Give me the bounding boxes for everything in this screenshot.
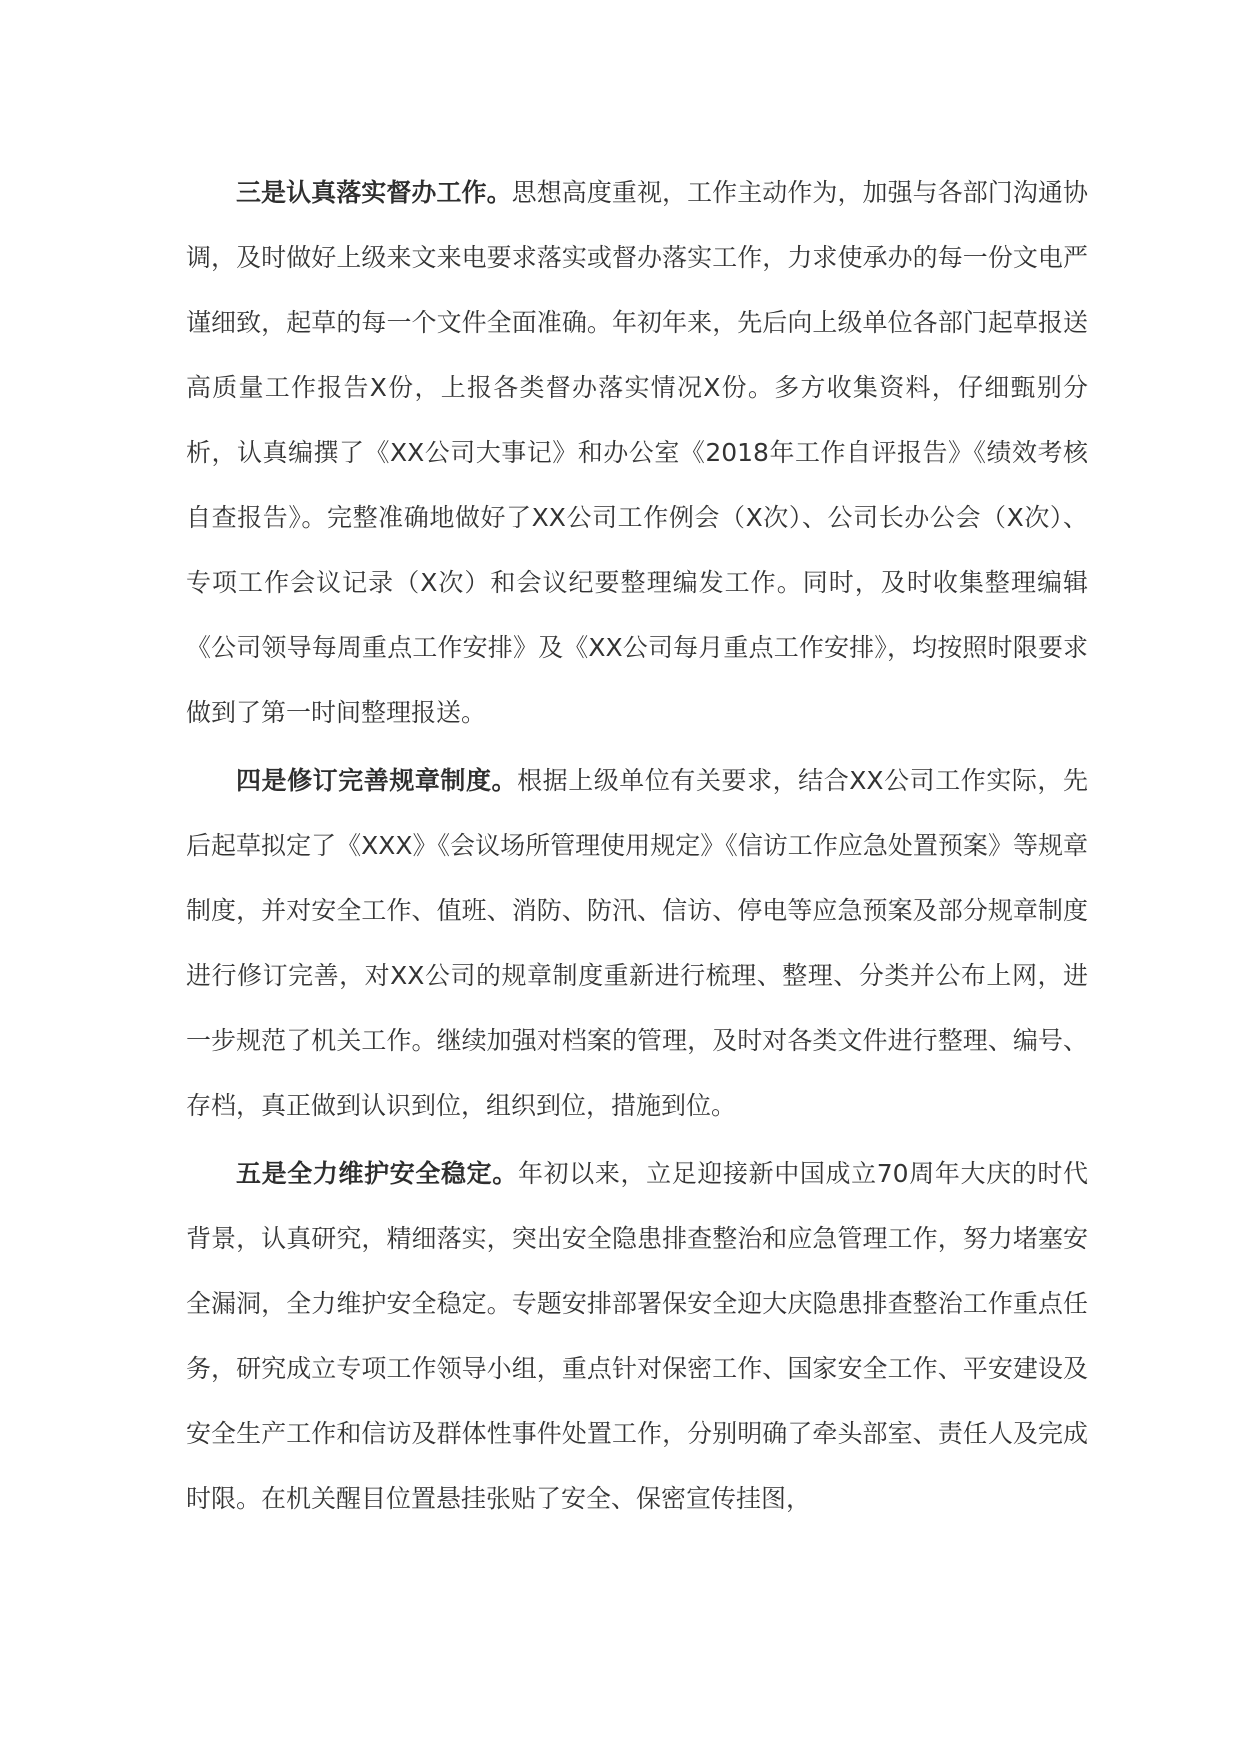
paragraph-heading: 三是认真落实督办工作。	[236, 178, 512, 207]
paragraph-supervision	[186, 160, 1088, 745]
paragraph-text: 年初以来，立足迎接新中国成立70周年大庆的时代背景，认真研究，精细落实，突出安全隐患排查整治和应急管理工作，努力堵塞安全漏洞，全力维护安全稳定。专题安排部署保安全迎大庆隐患排查整治工作重点任务，研究成立专项工作领导小组，重点针对保密工作、国家安全工作、平安建设及安全生产工作和信访及群体性事件处置工作，分别明确了牵头部室、责任人及完成时限。在机关醒目位置悬挂张贴了安全、保密宣传挂图，	[186, 1159, 1088, 1513]
paragraph-text: 根据上级单位有关要求，结合XX公司工作实际，先后起草拟定了《XXX》《会议场所管理使用规定》《信访工作应急处置预案》等规章制度，并对安全工作、值班、消防、防汛、信访、停电等应急预案及部分规章制度进行修订完善，对XX公司的规章制度重新进行梳理、整理、分类并公布上网，进一步规范了机关工作。继续加强对档案的管理，及时对各类文件进行整理、编号、存档，真正做到认识到位，组织到位，措施到位。	[186, 766, 1088, 1120]
paragraph-safety	[186, 1141, 1088, 1531]
paragraph-heading: 五是全力维护安全稳定。	[236, 1159, 518, 1188]
paragraph-heading: 四是修订完善规章制度。	[236, 766, 518, 795]
paragraph-regulations	[186, 748, 1088, 1138]
paragraph-text: 思想高度重视，工作主动作为，加强与各部门沟通协调，及时做好上级来文来电要求落实或督办落实工作，力求使承办的每一份文电严谨细致，起草的每一个文件全面准确。年初年来，先后向上级单位各部门起草报送高质量工作报告X份，上报各类督办落实情况X份。多方收集资料，仔细甄别分析，认真编撰了《XX公司大事记》和办公室《2018年工作自评报告》《绩效考核自查报告》。完整准确地做好了XX公司工作例会（X次）、公司长办公会（X次）、专项工作会议记录（X次）和会议纪要整理编发工作。同时，及时收集整理编辑《公司领导每周重点工作安排》及《XX公司每月重点工作安排》，均按照时限要求做到了第一时间整理报送。	[186, 178, 1088, 727]
document-body	[186, 160, 1088, 1534]
